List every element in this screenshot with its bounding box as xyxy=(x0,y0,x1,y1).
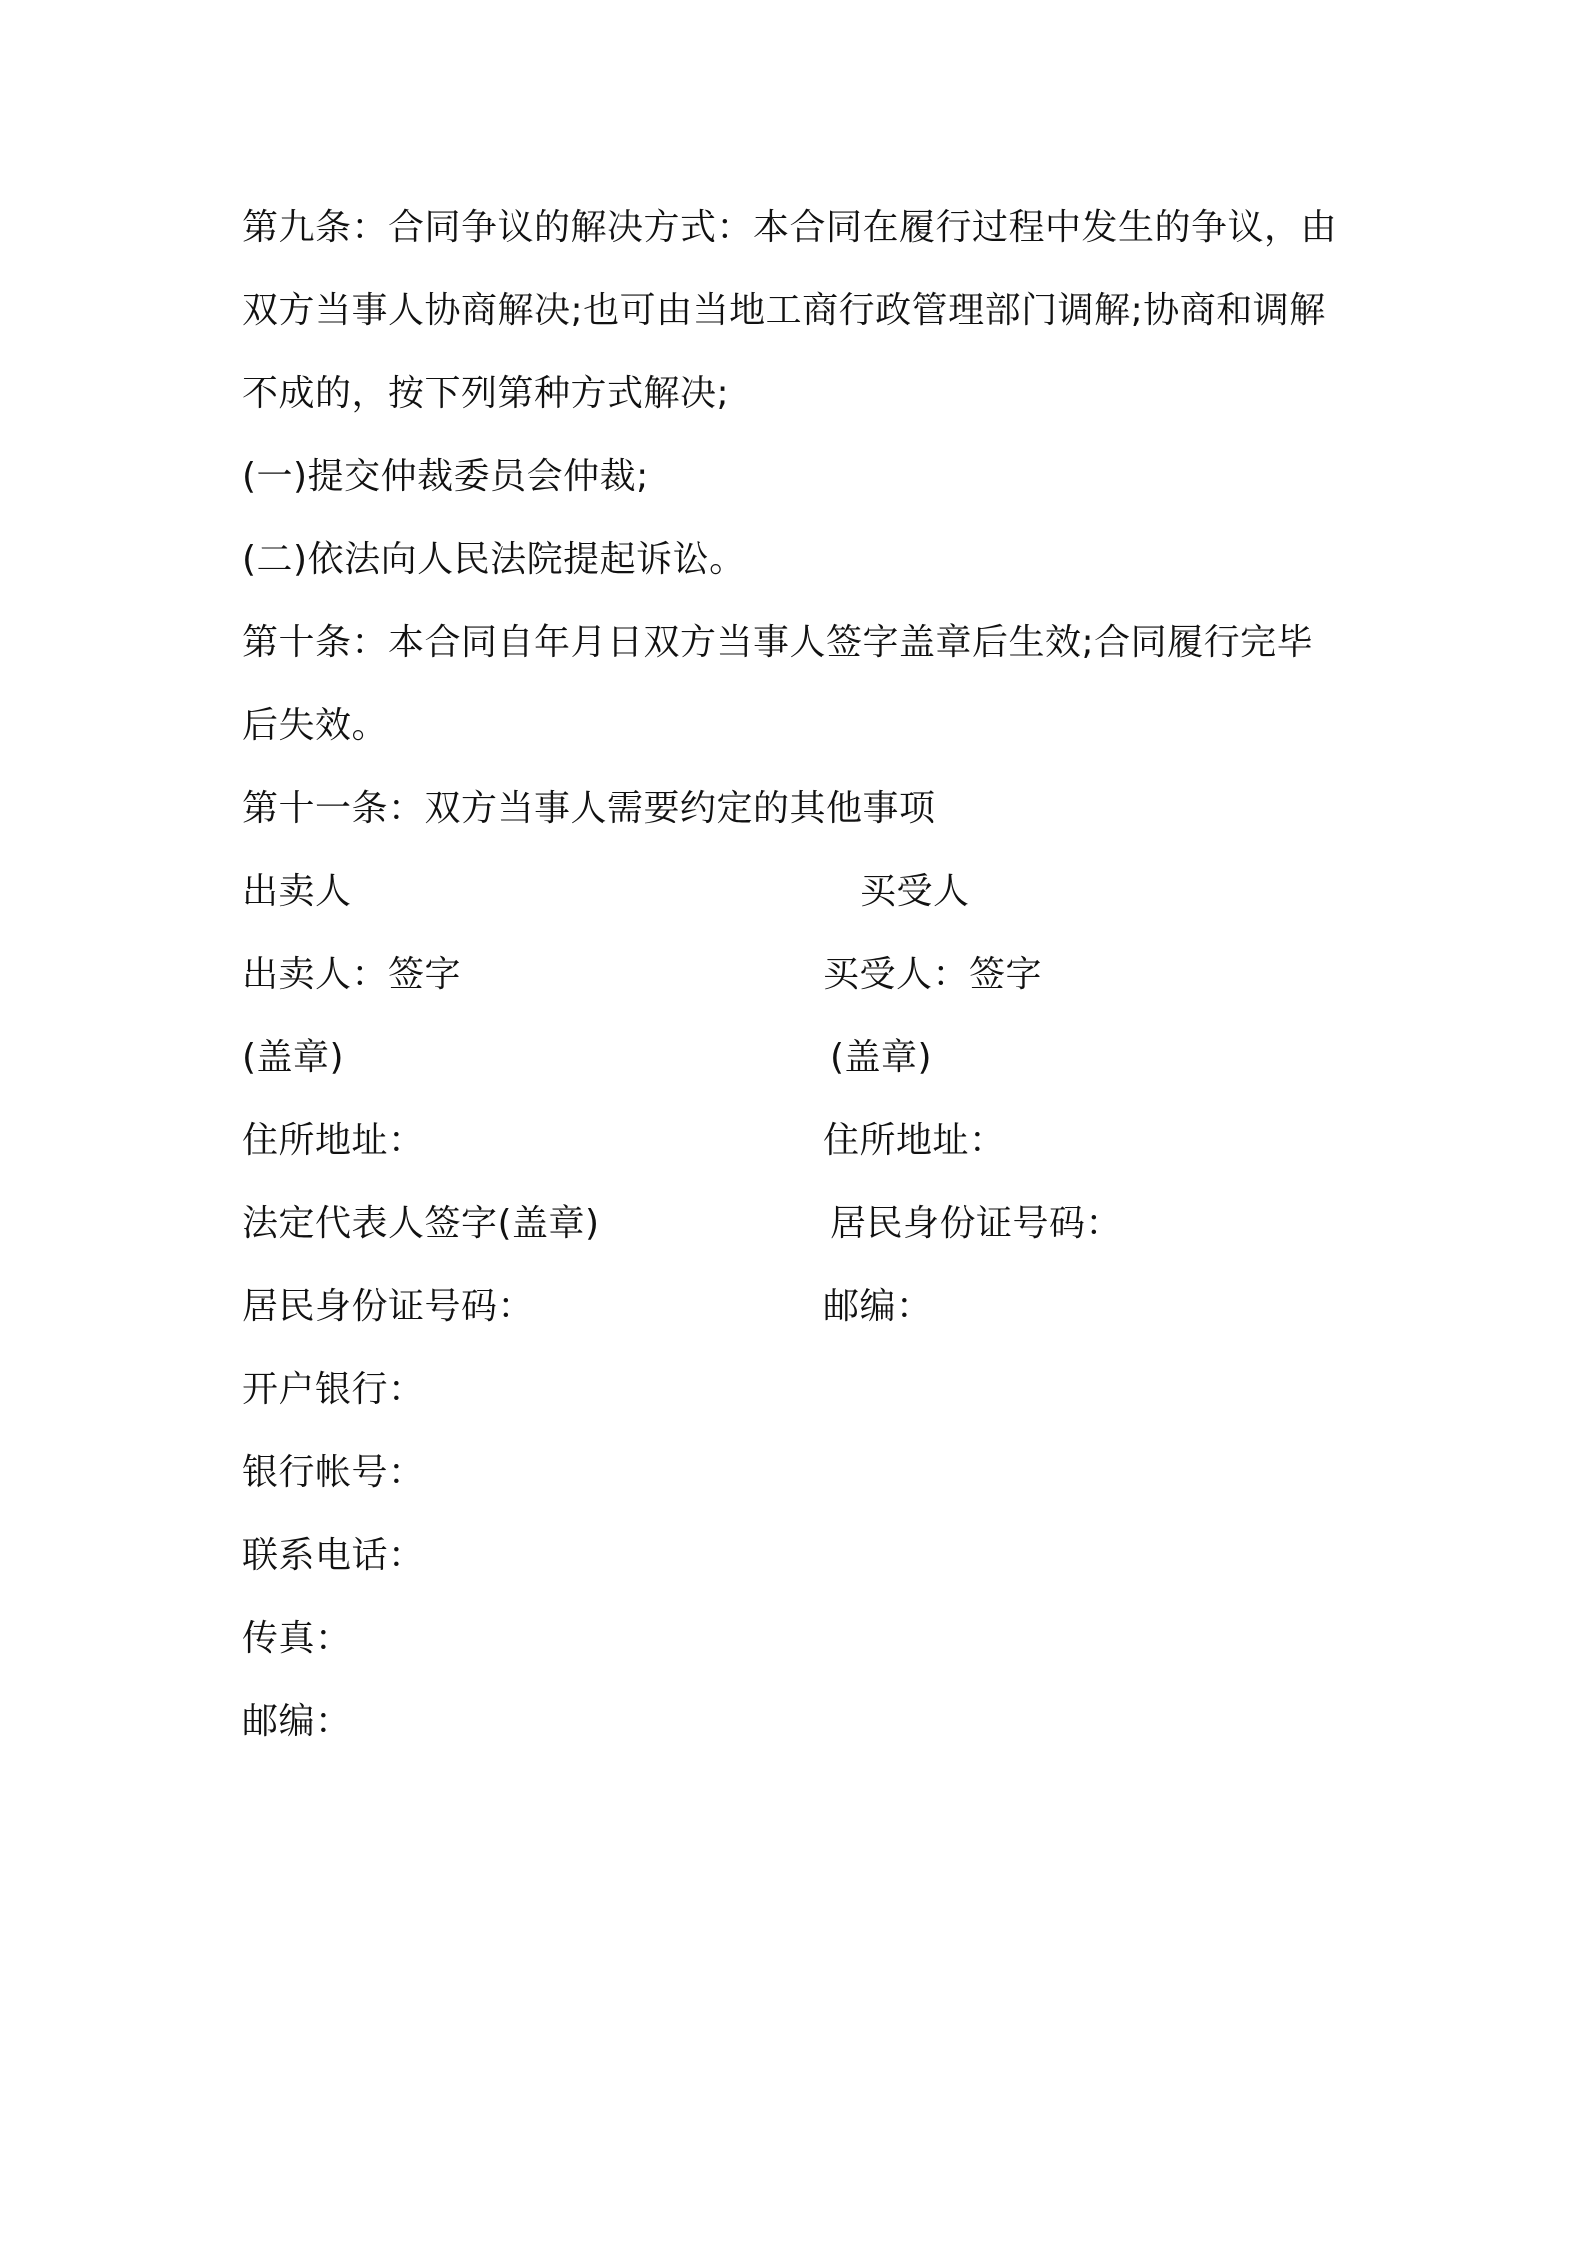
seller-phone-label: 联系电话： xyxy=(242,1535,425,1576)
buyer-heading: 买受人 xyxy=(860,871,970,912)
buyer-id-number-label: 居民身份证号码： xyxy=(830,1203,1123,1244)
article-11: 第十一条：双方当事人需要约定的其他事项 xyxy=(242,788,936,829)
buyer-address-label: 住所地址： xyxy=(823,1120,1006,1161)
seller-address-label: 住所地址： xyxy=(242,1120,425,1161)
seller-seal-label: (盖章) xyxy=(242,1037,345,1078)
seller-id-number-label: 居民身份证号码： xyxy=(242,1286,535,1327)
seller-bank-label: 开户银行： xyxy=(242,1369,425,1410)
article-9-option-1: (一)提交仲裁委员会仲裁; xyxy=(242,456,649,497)
seller-postcode-label: 邮编： xyxy=(242,1701,352,1742)
buyer-seal-label: (盖章) xyxy=(830,1037,933,1078)
buyer-postcode-label: 邮编： xyxy=(823,1286,933,1327)
seller-signature-label: 出卖人：签字 xyxy=(242,954,462,995)
seller-heading: 出卖人 xyxy=(242,871,352,912)
seller-fax-label: 传真： xyxy=(242,1618,352,1659)
seller-account-label: 银行帐号： xyxy=(242,1452,425,1493)
buyer-signature-label: 买受人：签字 xyxy=(823,954,1043,995)
article-10-line-2: 后失效。 xyxy=(242,705,389,746)
article-9-line-2: 双方当事人协商解决;也可由当地工商行政管理部门调解;协商和调解 xyxy=(242,290,1326,331)
article-9-line-3: 不成的，按下列第种方式解决; xyxy=(242,373,730,414)
seller-legal-rep-label: 法定代表人签字(盖章) xyxy=(242,1203,600,1244)
article-9-option-2: (二)依法向人民法院提起诉讼。 xyxy=(242,539,746,580)
article-10-line-1: 第十条：本合同自年月日双方当事人签字盖章后生效;合同履行完毕 xyxy=(242,622,1314,663)
article-9-line-1: 第九条：合同争议的解决方式：本合同在履行过程中发生的争议，由 xyxy=(242,207,1338,248)
